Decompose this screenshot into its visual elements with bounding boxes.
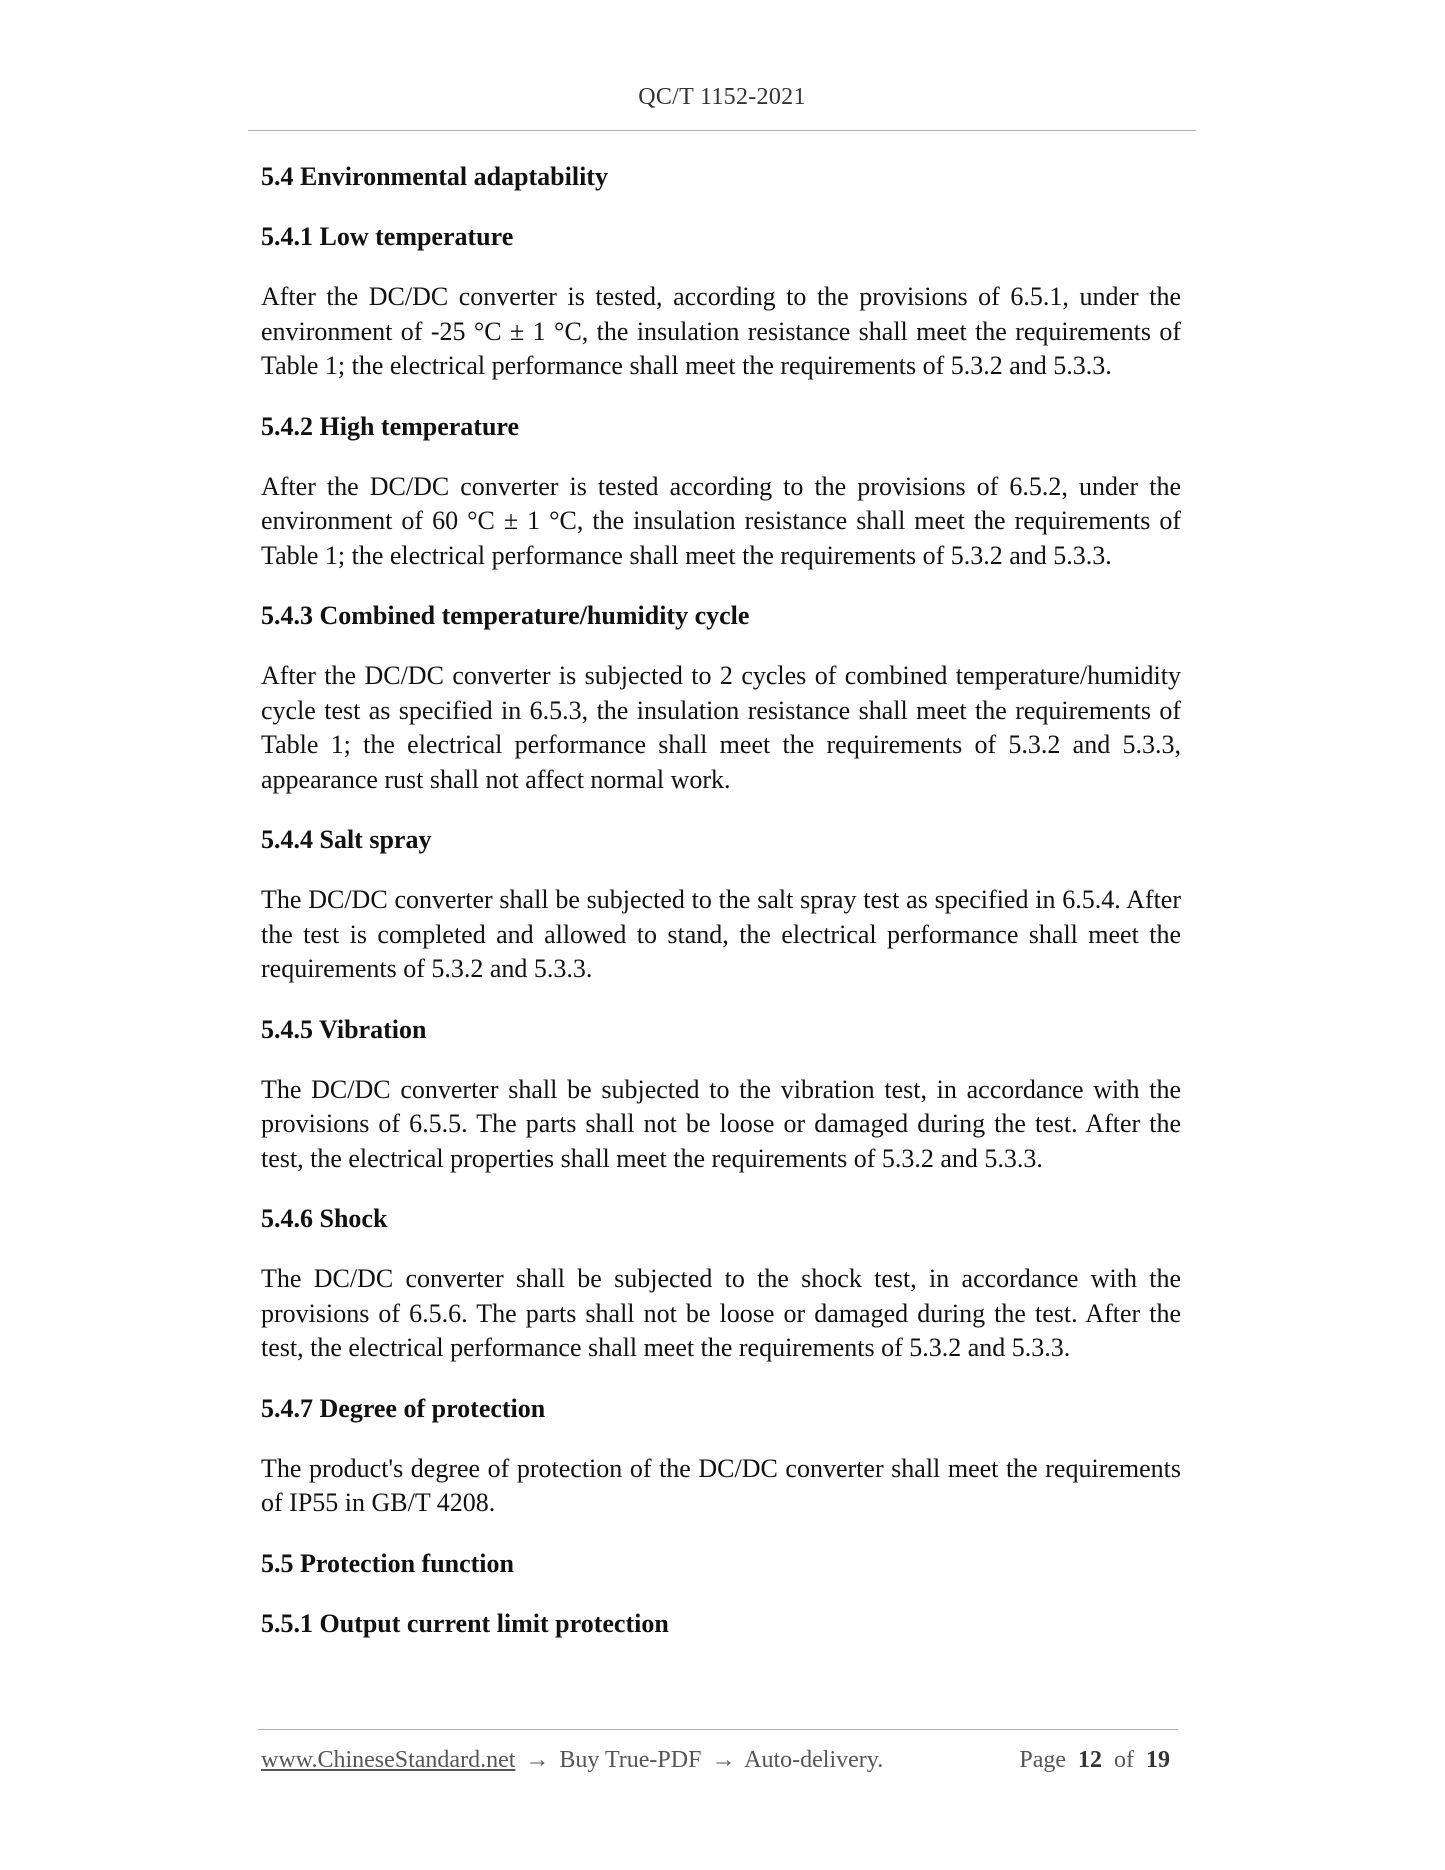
- heading-5-4-1: 5.4.1 Low temperature: [261, 222, 514, 251]
- page-indicator: [1019, 1747, 1176, 1774]
- heading-5-4-7: 5.4.7 Degree of protection: [261, 1393, 546, 1423]
- page-footer: [261, 1747, 1176, 1774]
- paragraph-5-4-5: The DC/DC converter shall be subjected to the vibration test, in accordance with the provisions of 6.5.5. The parts shall not be loose or damaged during the test. After the test, the electrical properties shall meet the requirements of 5.3.2 and 5.3.3.: [261, 1074, 1181, 1173]
- arrow-right-icon: →: [711, 1747, 736, 1773]
- paragraph-5-4-3: After the DC/DC converter is subjected to 2 cycles of combined temperature/humidity cycle test as specified in 6.5.3, the insulation resistance shall meet the requirements of Table 1; the electrical performance shall meet the requirements of 5.3.2 and 5.3.3, appearance rust shall not affect normal work.: [261, 661, 1181, 794]
- heading-5-4-6: 5.4.6 Shock: [261, 1204, 388, 1233]
- footer-left: [261, 1747, 883, 1774]
- paragraph-5-4-6: The DC/DC converter shall be subjected to the shock test, in accordance with the provisions of 6.5.6. The parts shall not be loose or damaged during the test. After the test, the electrical performance shall meet the requirements of 5.3.2 and 5.3.3.: [261, 1264, 1181, 1362]
- paragraph-5-4-7: The product's degree of protection of the DC/DC converter shall meet the requirements of IP55 in GB/T 4208.: [261, 1453, 1181, 1517]
- heading-5-4-4: 5.4.4 Salt spray: [261, 825, 432, 854]
- document-body: [261, 160, 1181, 1667]
- paragraph-5-4-1: After the DC/DC converter is tested, according to the provisions of 6.5.1, under the environment of -25 °C ± 1 °C, the insulation resistance shall meet the requirements of Table 1; the electrical performance shall meet the requirements of 5.3.2 and 5.3.3.: [261, 282, 1181, 380]
- page-label: Page: [1019, 1747, 1066, 1773]
- auto-delivery-text: Auto-delivery.: [744, 1747, 884, 1773]
- document-code-header: QC/T 1152-2021: [638, 84, 806, 110]
- heading-5-5: 5.5 Protection function: [261, 1548, 514, 1578]
- page-current: 12: [1078, 1747, 1102, 1773]
- page-total: 19: [1146, 1747, 1170, 1773]
- heading-5-4: 5.4 Environmental adaptability: [261, 162, 608, 191]
- heading-5-4-5: 5.4.5 Vibration: [261, 1014, 427, 1044]
- heading-5-4-3: 5.4.3 Combined temperature/humidity cycle: [261, 601, 750, 630]
- heading-5-4-2: 5.4.2 High temperature: [261, 411, 520, 441]
- chinese-standard-link[interactable]: www.ChineseStandard.net: [261, 1747, 516, 1773]
- paragraph-5-4-4: The DC/DC converter shall be subjected to the salt spray test as specified in 6.5.4. After the test is completed and allowed to stand, the electrical performance shall meet the requirements of 5.3.2 and 5.3.3.: [261, 885, 1181, 983]
- paragraph-5-4-2: After the DC/DC converter is tested according to the provisions of 6.5.2, under the environment of 60 °C ± 1 °C, the insulation resistance shall meet the requirements of Table 1; the electrical performance shall meet the requirements of 5.3.2 and 5.3.3.: [261, 471, 1181, 570]
- footer-divider: [258, 1729, 1178, 1730]
- buy-true-pdf-text: Buy True-PDF: [559, 1747, 702, 1773]
- header-divider: [248, 130, 1196, 131]
- heading-5-5-1: 5.5.1 Output current limit protection: [261, 1608, 669, 1638]
- arrow-right-icon: →: [525, 1747, 550, 1773]
- of-label: of: [1114, 1747, 1134, 1773]
